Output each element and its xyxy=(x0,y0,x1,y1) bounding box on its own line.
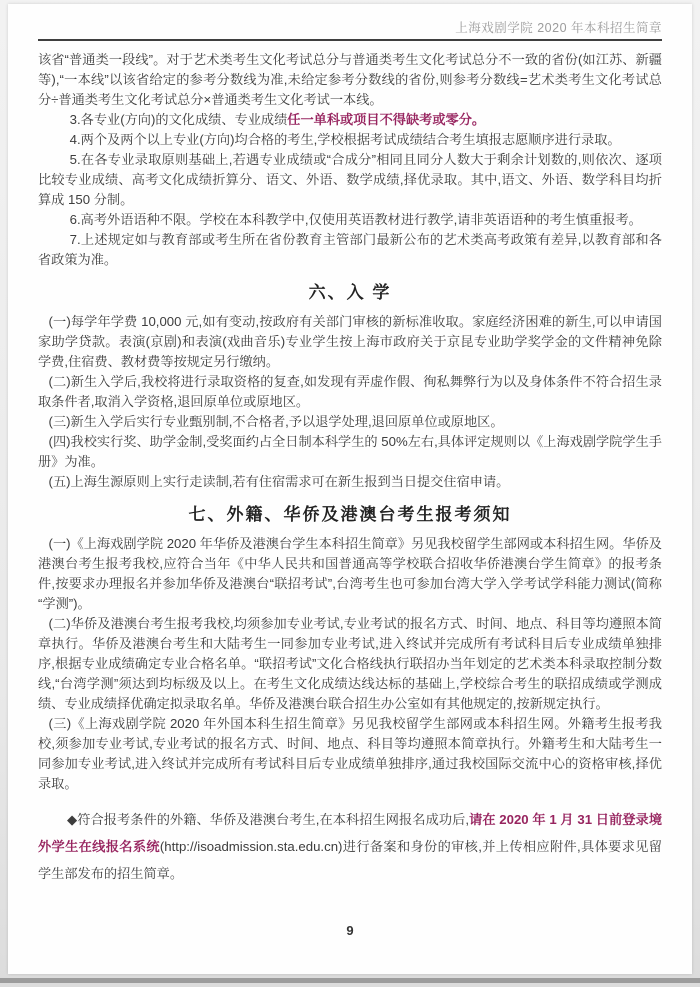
page-number: 9 xyxy=(346,923,354,938)
paragraph xyxy=(38,210,662,230)
paragraph xyxy=(38,412,662,432)
paragraph xyxy=(38,372,662,412)
body-text: 6.高考外语语种不限。学校在本科教学中,仅使用英语教材进行教学,请非英语语种的考生慎重报考。 xyxy=(69,212,642,227)
paragraph xyxy=(38,614,662,714)
body-text: (一)《上海戏剧学院 2020 年华侨及港澳台学生本科招生简章》另见我校留学生部网或本科招生网。华侨及港澳台考生报考我校,应符合当年《中华人民共和国普通高等学校联合招收华侨港澳台学生简章》的报考条件,按要求办理报名并参加华侨及港澳台“联招考试”,台湾考生也可参加台湾大学入学考试学科能力测试(简称“学测”)。 xyxy=(38,536,662,611)
body-text: 7.上述规定如与教育部或考生所在省份教育主管部门最新公布的艺术类高考政策有差异,以教育部和各省政策为准。 xyxy=(38,232,662,267)
body-text: (二)华侨及港澳台考生报考我校,均须参加专业考试,专业考试的报名方式、时间、地点、科目等均遵照本简章执行。华侨及港澳台考生和大陆考生一同参加专业考试,进入终试并完成所有考试科目后专业成绩单独排序,根据专业成绩确定专业合格名单。“联招考试”文化合格线执行联招办当年划定的艺术类本科录取控制分数线,“台湾学测”须达到均标级及以上。在考生文化成绩达线达标的基础上,学校综合考生的联招成绩或学测成绩、专业成绩择优确定拟录取名单。华侨及港澳台联合招生办公室如有其他规定的,按新规定执行。 xyxy=(38,616,662,711)
section-heading: 七、外籍、华侨及港澳台考生报考须知 xyxy=(188,505,512,524)
paragraph xyxy=(38,312,662,372)
paragraph xyxy=(38,150,662,210)
body-text: (http://isoadmission.sta.edu.cn)进行备案和身份的审核,并上传相应附件,具体要求见留学生部发布的招生简章。 xyxy=(38,839,662,881)
document-body xyxy=(38,50,662,887)
body-text: (三)新生入学后实行专业甄别制,不合格者,予以退学处理,退回原单位或原地区。 xyxy=(48,414,504,429)
paragraph xyxy=(38,130,662,150)
section-heading: 六、入 学 xyxy=(308,283,392,302)
body-text: 4.两个及两个以上专业(方向)均合格的考生,学校根据考试成绩结合考生填报志愿顺序进行录取。 xyxy=(69,132,621,147)
emphasis-text: 任一单科或项目不得缺考或零分。 xyxy=(287,112,486,127)
body-text: ◆符合报考条件的外籍、华侨及港澳台考生,在本科招生网报名成功后, xyxy=(67,812,469,827)
body-text: (一)每学年学费 10,000 元,如有变动,按政府有关部门审核的新标准收取。家庭经济困难的新生,可以申请国家助学贷款。表演(京剧)和表演(戏曲音乐)专业学生按上海市政府关于京昆专业助学奖学金的文件精神免除学费,住宿费、教材费等按规定另行缴纳。 xyxy=(38,314,662,369)
scan-bottom-edge xyxy=(0,978,700,983)
paragraph xyxy=(38,432,662,472)
emphasis-text: 请在 2020 年 1 月 31 日前登录境外学生在线报名系统 xyxy=(38,812,663,854)
paragraph xyxy=(38,472,662,492)
paragraph xyxy=(38,806,662,887)
paragraph xyxy=(38,230,662,270)
body-text: (四)我校实行奖、助学金制,受奖面约占全日制本科学生的 50%左右,具体评定规则以《上海戏剧学院学生手册》为准。 xyxy=(38,434,662,469)
body-text: (五)上海生源原则上实行走读制,若有住宿需求可在新生报到当日提交住宿申请。 xyxy=(48,474,510,489)
body-text: (三)《上海戏剧学院 2020 年外国本科生招生简章》另见我校留学生部网或本科招生网。外籍考生报考我校,须参加专业考试,专业考试的报名方式、时间、地点、科目等均遵照本简章执行。外籍考生和大陆考生一同参加专业考试,进入终试并完成所有考试科目后专业成绩单独排序,通过我校国际交流中心的资格审核,择优录取。 xyxy=(38,716,662,791)
body-text: 5.在各专业录取原则基础上,若遇专业成绩或“合成分”相同且同分人数大于剩余计划数的,则依次、逐项比较专业成绩、高考文化成绩折算分、语文、外语、数学成绩,择优录取。其中,语文、外语、数学科目均折算成 150 分制。 xyxy=(38,152,662,207)
paragraph xyxy=(38,714,662,794)
page-header-title: 上海戏剧学院 2020 年本科招生简章 xyxy=(38,18,662,41)
document-sheet xyxy=(8,4,692,974)
body-text: (二)新生入学后,我校将进行录取资格的复查,如发现有弄虚作假、徇私舞弊行为以及身体条件不符合招生录取条件者,取消入学资格,退回原单位或原地区。 xyxy=(38,374,662,409)
body-text: 该省“普通类一段线”。对于艺术类考生文化考试总分与普通类考生文化考试总分不一致的省份(如江苏、新疆等),“一本线”以该省给定的参考分数线为准,未给定参考分数线的省份,则参考分数线=艺术类考生文化考试总分÷普通类考生文化考试总分×普通类考生文化考试一本线。 xyxy=(38,52,662,107)
paragraph xyxy=(38,534,662,614)
paragraph xyxy=(38,50,662,110)
paragraph xyxy=(38,110,662,130)
body-text: 3.各专业(方向)的文化成绩、专业成绩 xyxy=(69,112,288,127)
